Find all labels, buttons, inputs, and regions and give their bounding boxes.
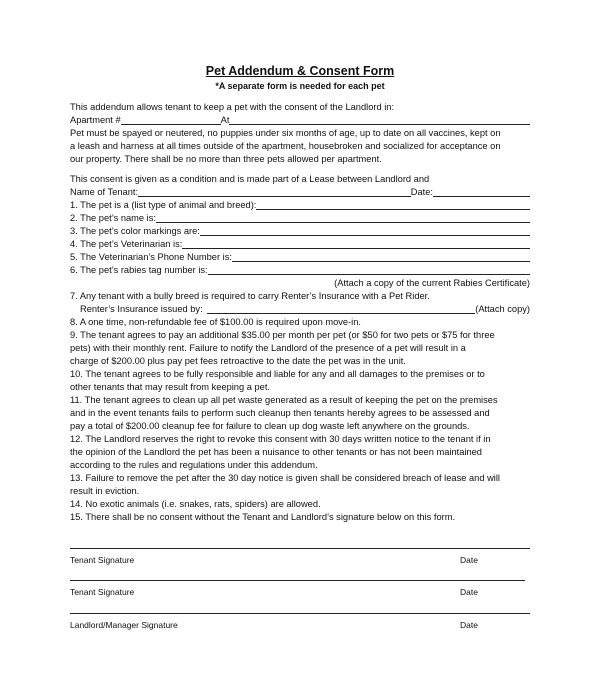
- item-7: 7. Any tenant with a bully breed is required to carry Renter’s Insurance with a Pet Rider.: [70, 291, 430, 301]
- consent-text: This consent is given as a condition and is made part of a Lease between Landlord and: [70, 174, 430, 184]
- at-label: At: [220, 115, 230, 125]
- terms-line: result in eviction.: [70, 486, 140, 496]
- terms-line: pay a total of $200.00 cleanup fee for failure to clean up dog waste left anywhere on the grounds.: [70, 421, 470, 431]
- pet-name-row: [70, 212, 530, 225]
- terms-line: 13. Failure to remove the pet after the 30 day notice is given shall be considered breach of lease and will: [70, 473, 500, 483]
- pet-name-field[interactable]: [156, 212, 530, 223]
- address-field[interactable]: [229, 114, 530, 125]
- attach-copy-note: (Attach copy): [475, 304, 530, 314]
- terms-list: [70, 316, 530, 524]
- terms-line: 9. The tenant agrees to pay an additional $35.00 per month per pet (or $50 for two pets or $75 for three: [70, 330, 495, 340]
- apartment-label: Apartment #: [70, 115, 121, 125]
- signature-line[interactable]: [70, 580, 525, 581]
- vet-phone-label: 5. The Veterinarian’s Phone Number is:: [70, 252, 232, 262]
- terms-line: charge of $200.00 plus pay pet fees retroactive to the date the pet was in the unit.: [70, 356, 406, 366]
- rules-line: our property. There shall be no more than three pets allowed per apartment.: [70, 154, 382, 164]
- signature-date-label: Date: [460, 620, 478, 630]
- rabies-tag-field[interactable]: [208, 264, 530, 275]
- signature-block: [70, 580, 530, 599]
- signature-block: [70, 548, 530, 567]
- apartment-field[interactable]: [121, 114, 221, 125]
- vet-phone-field[interactable]: [232, 251, 530, 262]
- insurance-row: [70, 303, 530, 316]
- apartment-row: [70, 114, 530, 127]
- pet-color-row: [70, 225, 530, 238]
- signature-label: Tenant Signature: [70, 587, 135, 597]
- terms-line: 12. The Landlord reserves the right to revoke this consent with 30 days written notice to the tenant if in: [70, 434, 491, 444]
- signature-block: [70, 613, 530, 632]
- pet-color-field[interactable]: [200, 225, 530, 236]
- pet-type-label: 1. The pet is a (list type of animal and breed):: [70, 200, 257, 210]
- vet-row: [70, 238, 530, 251]
- signature-line[interactable]: [70, 548, 530, 549]
- vet-label: 4. The pet’s Veterinarian is:: [70, 239, 183, 249]
- signature-label: Tenant Signature: [70, 555, 135, 565]
- tenant-name-field[interactable]: [138, 186, 411, 197]
- terms-line: 8. A one time, non-refundable fee of $100.00 is required upon move-in.: [70, 317, 361, 327]
- pet-name-label: 2. The pet’s name is:: [70, 213, 156, 223]
- signature-line[interactable]: [70, 613, 530, 614]
- terms-line: 15. There shall be no consent without the Tenant and Landlord’s signature below on this form.: [70, 512, 456, 522]
- date-field[interactable]: [433, 186, 530, 197]
- tenant-name-label: Name of Tenant:: [70, 187, 139, 197]
- signature-date-label: Date: [460, 555, 478, 565]
- consent-section: [70, 173, 530, 524]
- terms-line: 11. The tenant agrees to clean up all pet waste generated as a result of keeping the pet on the premises: [70, 395, 498, 405]
- signature-date-label: Date: [460, 587, 478, 597]
- vet-field[interactable]: [182, 238, 530, 249]
- pet-color-label: 3. The pet’s color markings are:: [70, 226, 200, 236]
- page-title: Pet Addendum & Consent Form: [205, 64, 395, 78]
- rabies-tag-row: [70, 264, 530, 277]
- signature-label: Landlord/Manager Signature: [70, 620, 178, 630]
- insurance-label: Renter’s Insurance issued by:: [80, 304, 203, 314]
- date-label: Date:: [410, 187, 433, 197]
- pet-type-row: [70, 199, 530, 212]
- intro-text: This addendum allows tenant to keep a pet with the consent of the Landlord in:: [70, 102, 395, 112]
- terms-line: 14. No exotic animals (i.e. snakes, rats, spiders) are allowed.: [70, 499, 321, 509]
- terms-line: pets) with their monthly rent. Failure to notify the Landlord of the presence of a pet will result in a: [70, 343, 466, 353]
- page-subtitle: *A separate form is needed for each pet: [215, 81, 385, 91]
- rules-line: a leash and harness at all times outside of the apartment, housebroken and socialized for acceptance on: [70, 141, 501, 151]
- insurance-field[interactable]: [207, 303, 476, 314]
- intro-section: [70, 101, 530, 166]
- tenant-row: [70, 186, 530, 199]
- rabies-tag-label: 6. The pet’s rabies tag number is:: [70, 265, 208, 275]
- rabies-note: (Attach a copy of the current Rabies Certificate): [334, 278, 530, 288]
- pet-type-field[interactable]: [256, 199, 530, 210]
- terms-line: according to the rules and regulations under this addendum.: [70, 460, 318, 470]
- vet-phone-row: [70, 251, 530, 264]
- rules-line: Pet must be spayed or neutered, no puppies under six months of age, up to date on all vaccines, kept on: [70, 128, 501, 138]
- terms-line: and in the event tenants fails to perform such cleanup then tenants hereby agrees to be assessed and: [70, 408, 490, 418]
- terms-line: 10. The tenant agrees to be fully responsible and liable for any and all damages to the premises or to: [70, 369, 485, 379]
- terms-line: other tenants that may result from keeping a pet.: [70, 382, 270, 392]
- terms-line: the opinion of the Landlord the pet has been a nuisance to other tenants or has not been maintained: [70, 447, 482, 457]
